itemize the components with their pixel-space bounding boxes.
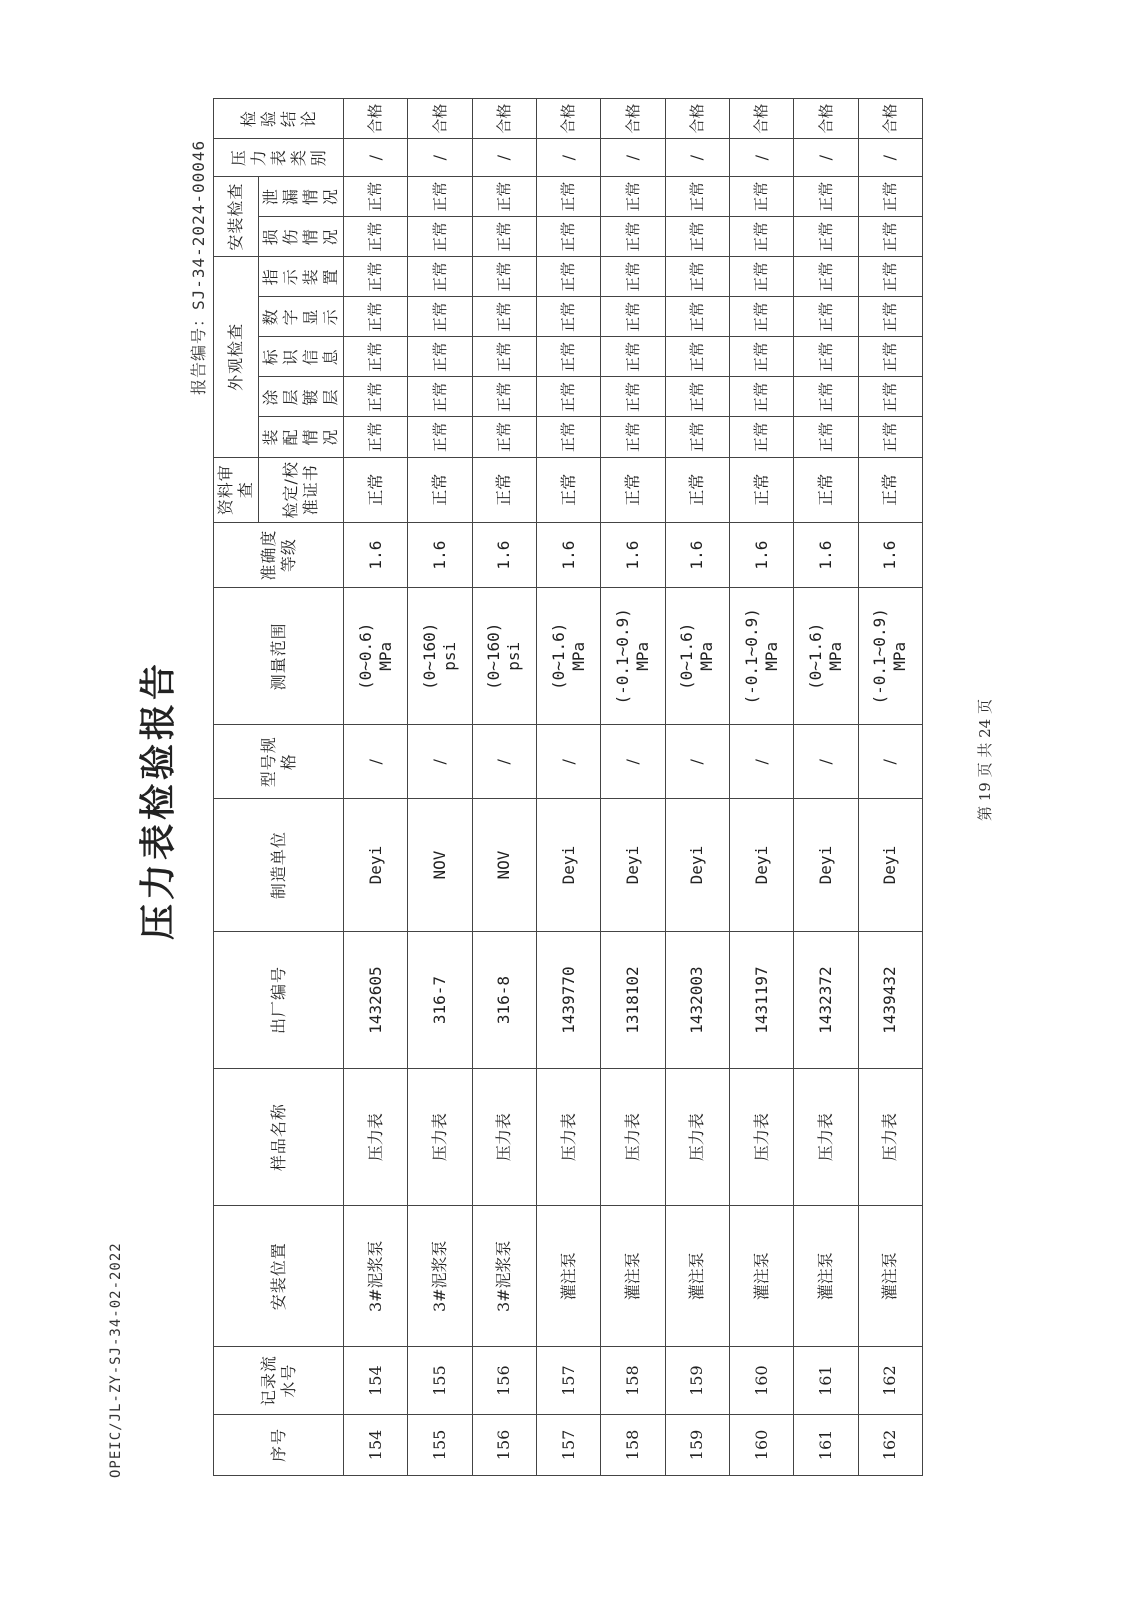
cell-range [665,588,729,725]
header-app-pointer: 指示装置 [259,257,344,297]
cell-app-label: 正常 [344,337,408,377]
range-unit: psi [504,641,524,671]
range-value: (0~1.6) [677,622,697,691]
table-row [858,99,922,1476]
cell-doc-review: 正常 [858,457,922,522]
cell-doc-review: 正常 [601,457,665,522]
cell-app-assembly: 正常 [472,417,536,457]
cell-inst-damage: 正常 [472,217,536,257]
cell-sample-name: 压力表 [729,1069,793,1206]
cell-app-digits: 正常 [729,297,793,337]
cell-app-digits: 正常 [536,297,600,337]
header-inst-damage: 损伤情况 [259,217,344,257]
report-number: 报告编号：SJ-34-2024-00046 [189,139,208,395]
cell-model: / [472,725,536,799]
cell-doc-review: 正常 [344,457,408,522]
header-app-label: 标识信息 [259,337,344,377]
header-app-assembly: 装配情况 [259,417,344,457]
cell-record-no: 154 [344,1347,408,1414]
cell-manufacturer: NOV [408,799,472,932]
cell-app-label: 正常 [729,337,793,377]
cell-doc-review: 正常 [408,457,472,522]
cell-app-coating: 正常 [665,377,729,417]
header-serial-no: 出厂编号 [214,931,344,1068]
cell-gauge-type: / [858,139,922,177]
cell-conclusion: 合格 [536,99,600,139]
cell-location: 3#泥浆泵 [408,1206,472,1347]
header-sample-name: 样品名称 [214,1069,344,1206]
table-row [536,99,600,1476]
cell-inst-leak: 正常 [858,177,922,217]
header-doc-review: 资料审查 [214,457,259,522]
cell-accuracy: 1.6 [536,522,600,587]
header-record-no: 记录流水号 [214,1347,344,1414]
cell-model: / [344,725,408,799]
cell-gauge-type: / [665,139,729,177]
cell-sample-name: 压力表 [536,1069,600,1206]
cell-serial-no: 1432605 [344,931,408,1068]
cell-serial-no: 1439770 [536,931,600,1068]
cell-inst-damage: 正常 [536,217,600,257]
cell-app-pointer: 正常 [858,257,922,297]
range-unit: MPa [632,641,652,671]
cell-inst-damage: 正常 [601,217,665,257]
cell-app-pointer: 正常 [794,257,858,297]
cell-app-coating: 正常 [408,377,472,417]
cell-location: 灌注泵 [858,1206,922,1347]
cell-sample-name: 压力表 [601,1069,665,1206]
range-unit: MPa [697,641,717,671]
cell-inst-damage: 正常 [344,217,408,257]
cell-sample-name: 压力表 [408,1069,472,1206]
cell-conclusion: 合格 [601,99,665,139]
range-value: (0~1.6) [548,622,568,691]
header-appearance: 外观检查 [214,257,259,457]
cell-serial-no: 1432372 [794,931,858,1068]
range-value: (0~1.6) [805,622,825,691]
inspection-table [213,98,923,1476]
cell-accuracy: 1.6 [729,522,793,587]
cell-seq: 160 [729,1414,793,1475]
cell-accuracy: 1.6 [794,522,858,587]
cell-location: 3#泥浆泵 [472,1206,536,1347]
cell-range [408,588,472,725]
cell-location: 灌注泵 [601,1206,665,1347]
cell-record-no: 160 [729,1347,793,1414]
header-doc-review-sub: 检定/校准证书 [259,457,344,522]
cell-app-coating: 正常 [344,377,408,417]
range-value: (-0.1~0.9) [741,608,761,705]
cell-doc-review: 正常 [729,457,793,522]
cell-app-label: 正常 [536,337,600,377]
cell-manufacturer: Deyi [665,799,729,932]
cell-app-coating: 正常 [729,377,793,417]
table-row [729,99,793,1476]
cell-inst-leak: 正常 [729,177,793,217]
cell-accuracy: 1.6 [601,522,665,587]
cell-app-pointer: 正常 [536,257,600,297]
cell-inst-leak: 正常 [408,177,472,217]
cell-location: 3#泥浆泵 [344,1206,408,1347]
header-app-digits: 数字显示 [259,297,344,337]
cell-location: 灌注泵 [794,1206,858,1347]
cell-manufacturer: Deyi [536,799,600,932]
cell-app-pointer: 正常 [729,257,793,297]
cell-app-coating: 正常 [472,377,536,417]
cell-app-pointer: 正常 [408,257,472,297]
header-accuracy: 准确度等级 [214,522,344,587]
cell-app-assembly: 正常 [601,417,665,457]
cell-app-pointer: 正常 [344,257,408,297]
cell-app-digits: 正常 [665,297,729,337]
cell-range [858,588,922,725]
range-unit: MPa [890,641,910,671]
table-header-row-1 [214,99,259,1476]
cell-location: 灌注泵 [665,1206,729,1347]
cell-app-label: 正常 [601,337,665,377]
cell-manufacturer: Deyi [858,799,922,932]
cell-gauge-type: / [601,139,665,177]
document-code: OPEIC/JL-ZY-SJ-34-02-2022 [108,1242,124,1478]
cell-range [344,588,408,725]
cell-model: / [729,725,793,799]
cell-conclusion: 合格 [729,99,793,139]
report-title: 压力表检验报告 [138,660,179,941]
cell-serial-no: 1439432 [858,931,922,1068]
cell-doc-review: 正常 [794,457,858,522]
cell-accuracy: 1.6 [408,522,472,587]
cell-sample-name: 压力表 [665,1069,729,1206]
cell-inst-damage: 正常 [665,217,729,257]
cell-inst-leak: 正常 [665,177,729,217]
range-unit: MPa [761,641,781,671]
cell-range [601,588,665,725]
header-install: 安装检查 [214,177,259,257]
cell-seq: 158 [601,1414,665,1475]
cell-accuracy: 1.6 [344,522,408,587]
cell-conclusion: 合格 [408,99,472,139]
cell-app-coating: 正常 [794,377,858,417]
table-row [665,99,729,1476]
header-inst-leak: 泄漏情况 [259,177,344,217]
cell-app-digits: 正常 [858,297,922,337]
cell-inst-leak: 正常 [601,177,665,217]
cell-seq: 162 [858,1414,922,1475]
cell-location: 灌注泵 [729,1206,793,1347]
cell-serial-no: 1318102 [601,931,665,1068]
table-row [794,99,858,1476]
cell-conclusion: 合格 [472,99,536,139]
cell-app-coating: 正常 [601,377,665,417]
header-model: 型号规格 [214,725,344,799]
cell-conclusion: 合格 [344,99,408,139]
cell-record-no: 155 [408,1347,472,1414]
range-unit: MPa [375,641,395,671]
range-unit: MPa [568,641,588,671]
header-range: 测量范围 [214,588,344,725]
cell-sample-name: 压力表 [472,1069,536,1206]
cell-app-assembly: 正常 [408,417,472,457]
cell-sample-name: 压力表 [794,1069,858,1206]
table-row [601,99,665,1476]
cell-app-coating: 正常 [858,377,922,417]
header-gauge-type: 压力表类别 [214,139,344,177]
cell-inst-leak: 正常 [536,177,600,217]
cell-range [536,588,600,725]
header-app-coating: 涂层镀层 [259,377,344,417]
cell-app-label: 正常 [408,337,472,377]
table-body [344,99,923,1476]
cell-gauge-type: / [729,139,793,177]
cell-app-digits: 正常 [601,297,665,337]
cell-model: / [536,725,600,799]
cell-model: / [601,725,665,799]
cell-app-label: 正常 [472,337,536,377]
header-location: 安装位置 [214,1206,344,1347]
cell-app-assembly: 正常 [858,417,922,457]
table-row [472,99,536,1476]
cell-doc-review: 正常 [665,457,729,522]
cell-seq: 161 [794,1414,858,1475]
cell-sample-name: 压力表 [344,1069,408,1206]
cell-inst-damage: 正常 [794,217,858,257]
cell-app-assembly: 正常 [536,417,600,457]
header-manufacturer: 制造单位 [214,799,344,932]
range-unit: psi [439,641,459,671]
cell-app-label: 正常 [665,337,729,377]
header-seq: 序号 [214,1414,344,1475]
cell-gauge-type: / [536,139,600,177]
cell-app-label: 正常 [794,337,858,377]
cell-inst-damage: 正常 [408,217,472,257]
range-value: (0~0.6) [355,622,375,691]
cell-app-coating: 正常 [536,377,600,417]
cell-range [729,588,793,725]
cell-inst-leak: 正常 [344,177,408,217]
cell-range [794,588,858,725]
cell-doc-review: 正常 [536,457,600,522]
cell-record-no: 158 [601,1347,665,1414]
cell-app-digits: 正常 [472,297,536,337]
cell-model: / [665,725,729,799]
cell-inst-leak: 正常 [794,177,858,217]
cell-seq: 154 [344,1414,408,1475]
cell-record-no: 161 [794,1347,858,1414]
cell-conclusion: 合格 [858,99,922,139]
cell-record-no: 159 [665,1347,729,1414]
cell-range [472,588,536,725]
cell-manufacturer: Deyi [794,799,858,932]
cell-manufacturer: Deyi [729,799,793,932]
cell-model: / [858,725,922,799]
range-value: (-0.1~0.9) [870,608,890,705]
cell-serial-no: 1431197 [729,931,793,1068]
cell-manufacturer: Deyi [344,799,408,932]
cell-gauge-type: / [344,139,408,177]
cell-location: 灌注泵 [536,1206,600,1347]
table-row [408,99,472,1476]
cell-seq: 159 [665,1414,729,1475]
cell-inst-damage: 正常 [729,217,793,257]
cell-seq: 155 [408,1414,472,1475]
cell-conclusion: 合格 [794,99,858,139]
cell-manufacturer: Deyi [601,799,665,932]
cell-app-pointer: 正常 [665,257,729,297]
table-row [344,99,408,1476]
cell-app-assembly: 正常 [729,417,793,457]
cell-inst-damage: 正常 [858,217,922,257]
header-conclusion: 检验结论 [214,99,344,139]
cell-gauge-type: / [408,139,472,177]
cell-seq: 156 [472,1414,536,1475]
cell-record-no: 156 [472,1347,536,1414]
cell-app-assembly: 正常 [794,417,858,457]
page-number: 第 19 页 共 24 页 [976,699,994,822]
cell-serial-no: 1432003 [665,931,729,1068]
cell-app-label: 正常 [858,337,922,377]
cell-gauge-type: / [794,139,858,177]
cell-app-digits: 正常 [794,297,858,337]
cell-inst-leak: 正常 [472,177,536,217]
cell-record-no: 157 [536,1347,600,1414]
cell-app-assembly: 正常 [665,417,729,457]
cell-serial-no: 316-7 [408,931,472,1068]
range-value: (0~160) [419,622,439,691]
cell-record-no: 162 [858,1347,922,1414]
range-unit: MPa [825,641,845,671]
range-value: (0~160) [484,622,504,691]
range-value: (-0.1~0.9) [612,608,632,705]
cell-serial-no: 316-8 [472,931,536,1068]
cell-doc-review: 正常 [472,457,536,522]
cell-gauge-type: / [472,139,536,177]
cell-accuracy: 1.6 [472,522,536,587]
cell-app-assembly: 正常 [344,417,408,457]
cell-conclusion: 合格 [665,99,729,139]
cell-sample-name: 压力表 [858,1069,922,1206]
cell-app-pointer: 正常 [472,257,536,297]
cell-app-digits: 正常 [408,297,472,337]
cell-model: / [408,725,472,799]
cell-model: / [794,725,858,799]
cell-app-digits: 正常 [344,297,408,337]
cell-accuracy: 1.6 [858,522,922,587]
cell-accuracy: 1.6 [665,522,729,587]
cell-manufacturer: NOV [472,799,536,932]
cell-app-pointer: 正常 [601,257,665,297]
cell-seq: 157 [536,1414,600,1475]
